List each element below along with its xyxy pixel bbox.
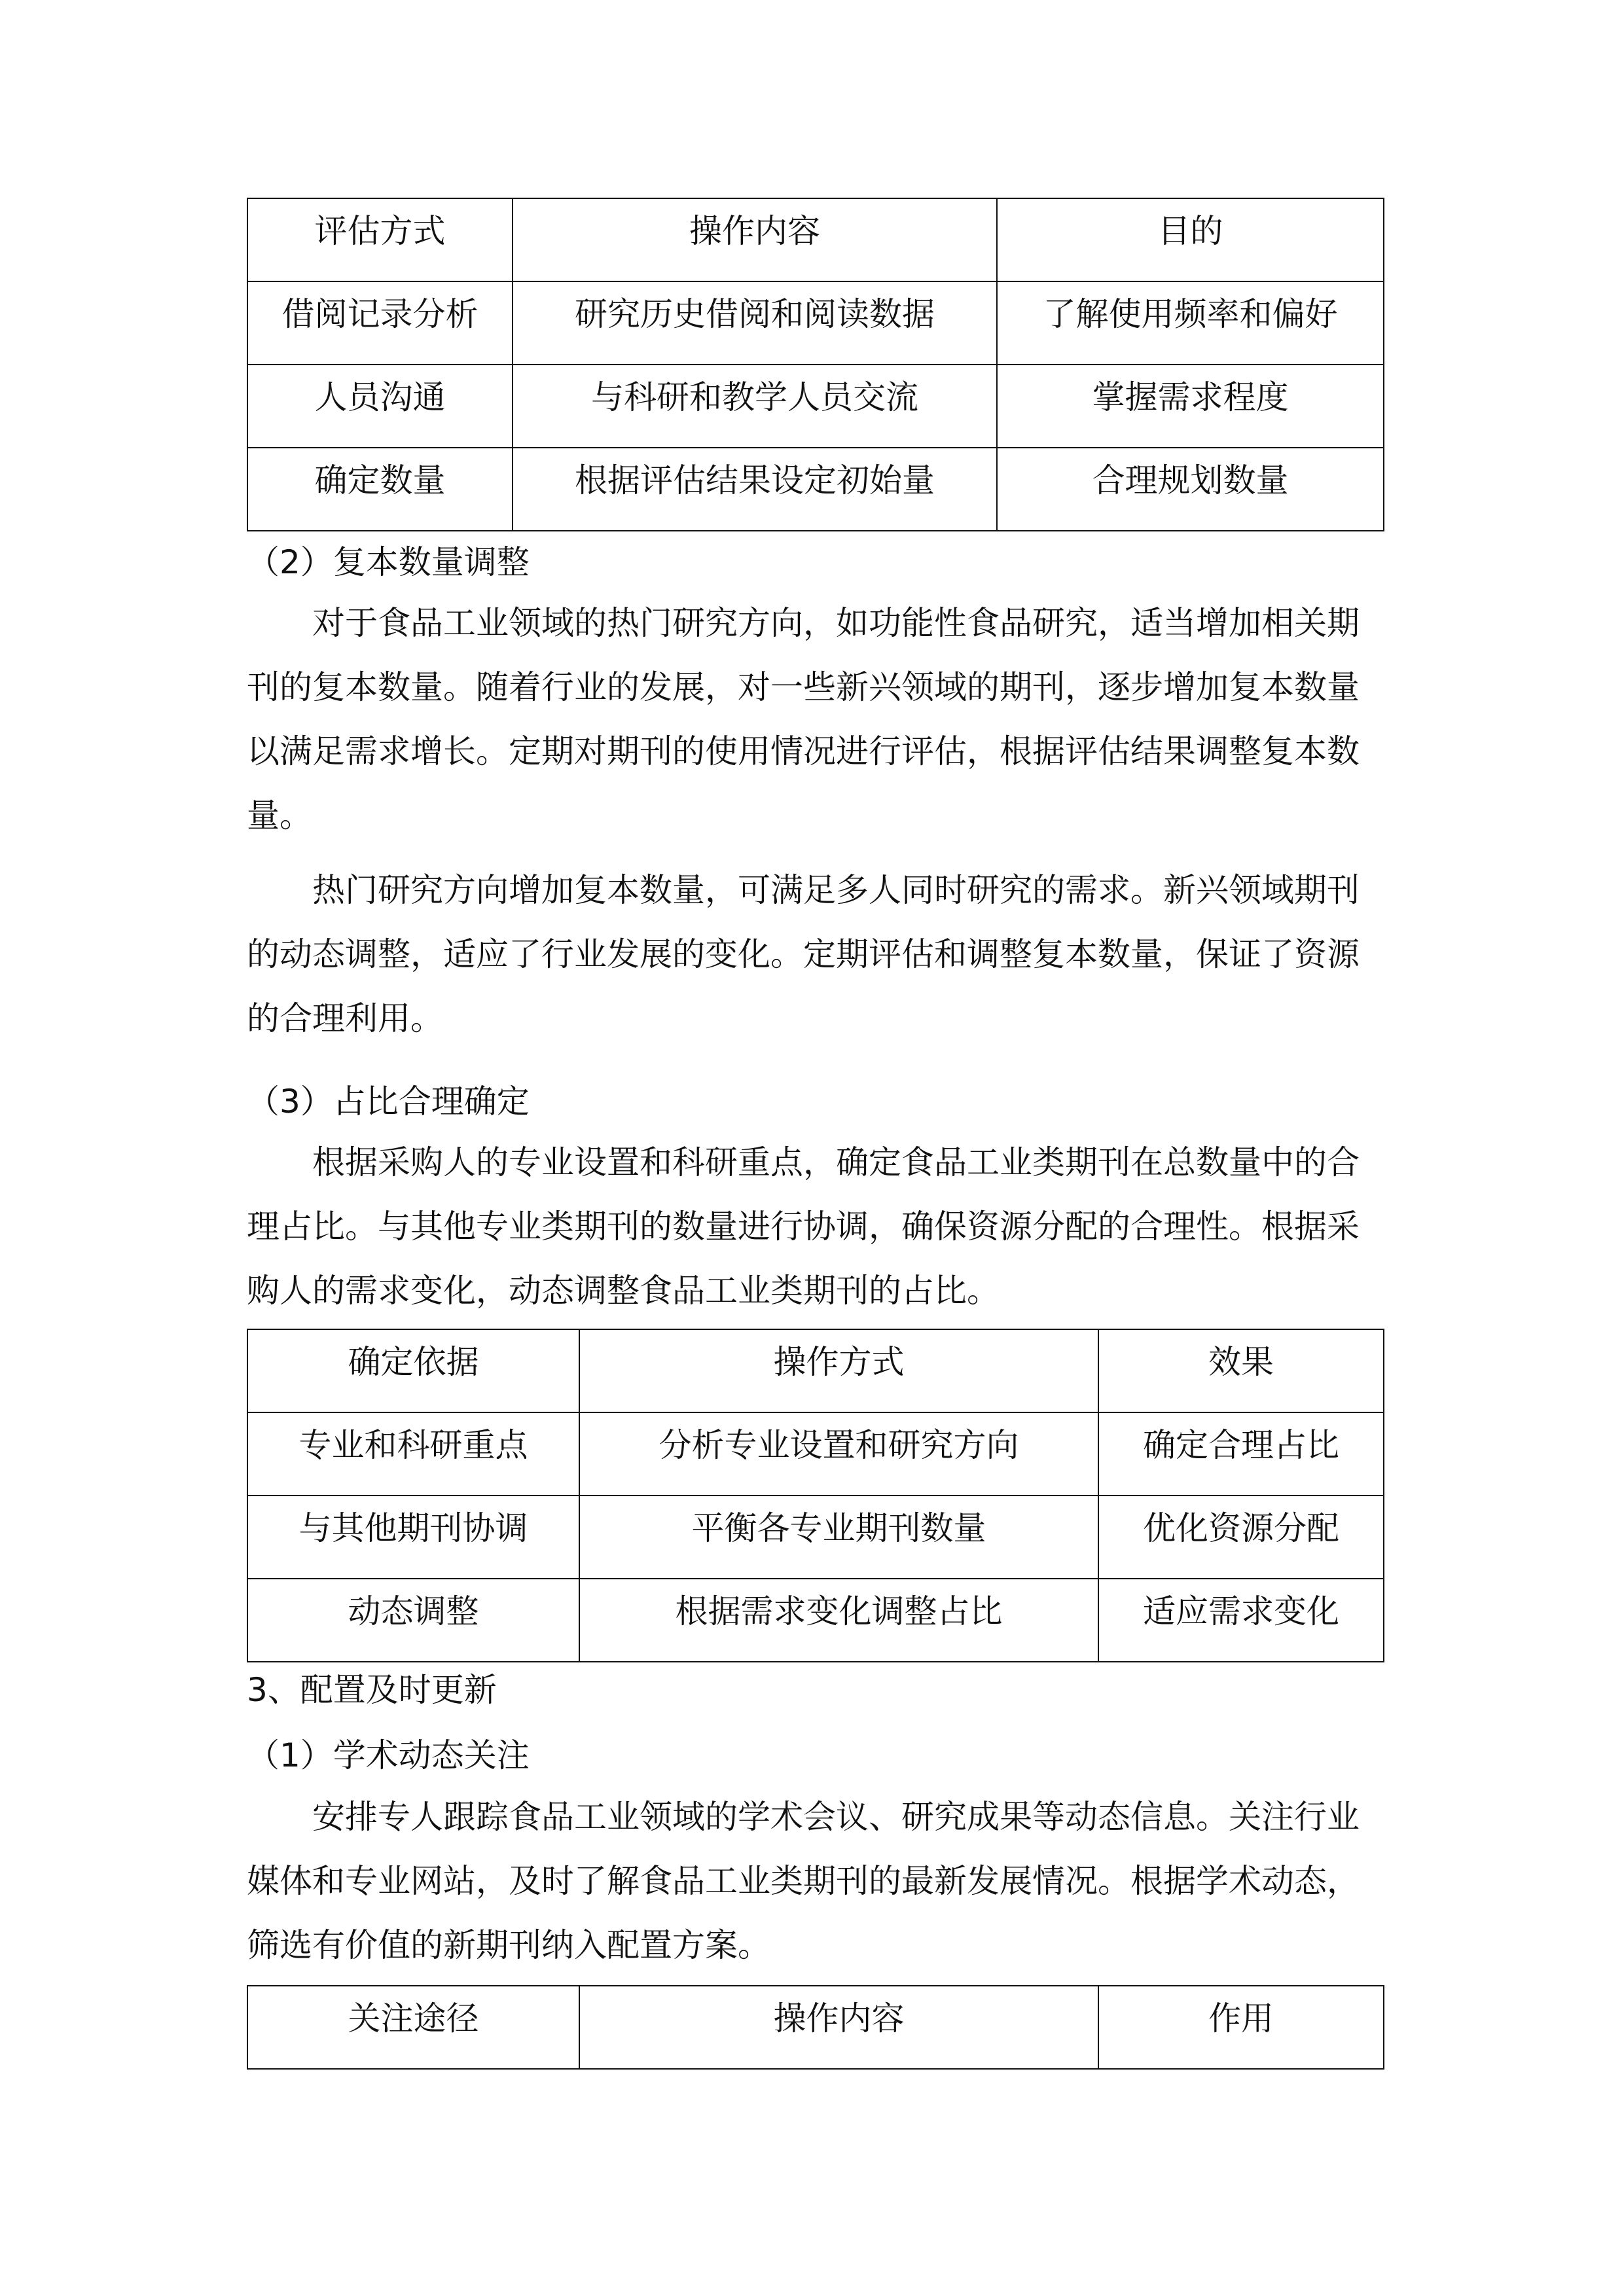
table-cell: 效果 — [1098, 1329, 1384, 1412]
table-cell: 合理规划数量 — [997, 448, 1384, 531]
table-header-row — [247, 1986, 1384, 2069]
table-cell: 借阅记录分析 — [247, 281, 513, 365]
paragraph-academic: 安排专人跟踪食品工业领域的学术会议、研究成果等动态信息。关注行业 媒体和专业网站，及时了解食品工业类期刊的最新发展情况。根据学术动态， 筛选有价值的新期刊纳入配置方案。 — [247, 1798, 1360, 1964]
table-row — [247, 1579, 1384, 1662]
paragraph-copies-benefit: 热门研究方向增加复本数量，可满足多人同时研究的需求。新兴领域期刊 的动态调整，适应了行业发展的变化。定期评估和调整复本数量，保证了资源 的合理利用。 — [247, 871, 1360, 1037]
table-cell: 关注途径 — [247, 1986, 579, 2069]
table-cell: 与科研和教学人员交流 — [513, 365, 997, 448]
paragraph-proportion: 根据采购人的专业设置和科研重点，确定食品工业类期刊在总数量中的合 理占比。与其他专业类期刊的数量进行协调，确保资源分配的合理性。根据采 购人的需求变化，动态调整食品工业类期刊的占比。 — [247, 1143, 1360, 1310]
table-cell: 操作内容 — [513, 198, 997, 281]
section-title-proportion: （3）占比合理确定 — [247, 1083, 530, 1121]
table-cell: 平衡各专业期刊数量 — [579, 1496, 1098, 1579]
table-cell: 确定合理占比 — [1098, 1412, 1384, 1496]
table-row — [247, 448, 1384, 531]
table-cell: 根据需求变化调整占比 — [579, 1579, 1098, 1662]
table-cell: 优化资源分配 — [1098, 1496, 1384, 1579]
table-cell: 目的 — [997, 198, 1384, 281]
table-cell: 作用 — [1098, 1986, 1384, 2069]
table-cell: 研究历史借阅和阅读数据 — [513, 281, 997, 365]
table-cell: 人员沟通 — [247, 365, 513, 448]
table-cell: 确定数量 — [247, 448, 513, 531]
section-title-copies: （2）复本数量调整 — [247, 543, 530, 581]
table-cell: 确定依据 — [247, 1329, 579, 1412]
table-cell: 适应需求变化 — [1098, 1579, 1384, 1662]
table-academic — [247, 1985, 1384, 2070]
table-assessment — [247, 198, 1384, 531]
table-proportion — [247, 1329, 1384, 1662]
table-cell: 操作内容 — [579, 1986, 1098, 2069]
table-cell: 操作方式 — [579, 1329, 1098, 1412]
table-cell: 掌握需求程度 — [997, 365, 1384, 448]
table-row — [247, 281, 1384, 365]
section-title-academic: （1）学术动态关注 — [247, 1736, 530, 1774]
table-cell: 评估方式 — [247, 198, 513, 281]
table-row — [247, 365, 1384, 448]
table-cell: 与其他期刊协调 — [247, 1496, 579, 1579]
table-row — [247, 1496, 1384, 1579]
table-header-row — [247, 1329, 1384, 1412]
table-cell: 根据评估结果设定初始量 — [513, 448, 997, 531]
table-header-row — [247, 198, 1384, 281]
table-cell: 动态调整 — [247, 1579, 579, 1662]
table-cell: 专业和科研重点 — [247, 1412, 579, 1496]
table-row — [247, 1412, 1384, 1496]
paragraph-copies-adjust: 对于食品工业领域的热门研究方向，如功能性食品研究，适当增加相关期 刊的复本数量。随着行业的发展，对一些新兴领域的期刊，逐步增加复本数量 以满足需求增长。定期对期刊的使用情况进行评估，根据评估结果调整复本数 量。 — [247, 604, 1360, 834]
table-cell: 了解使用频率和偏好 — [997, 281, 1384, 365]
heading-config-update: 3、配置及时更新 — [247, 1671, 497, 1709]
table-cell: 分析专业设置和研究方向 — [579, 1412, 1098, 1496]
